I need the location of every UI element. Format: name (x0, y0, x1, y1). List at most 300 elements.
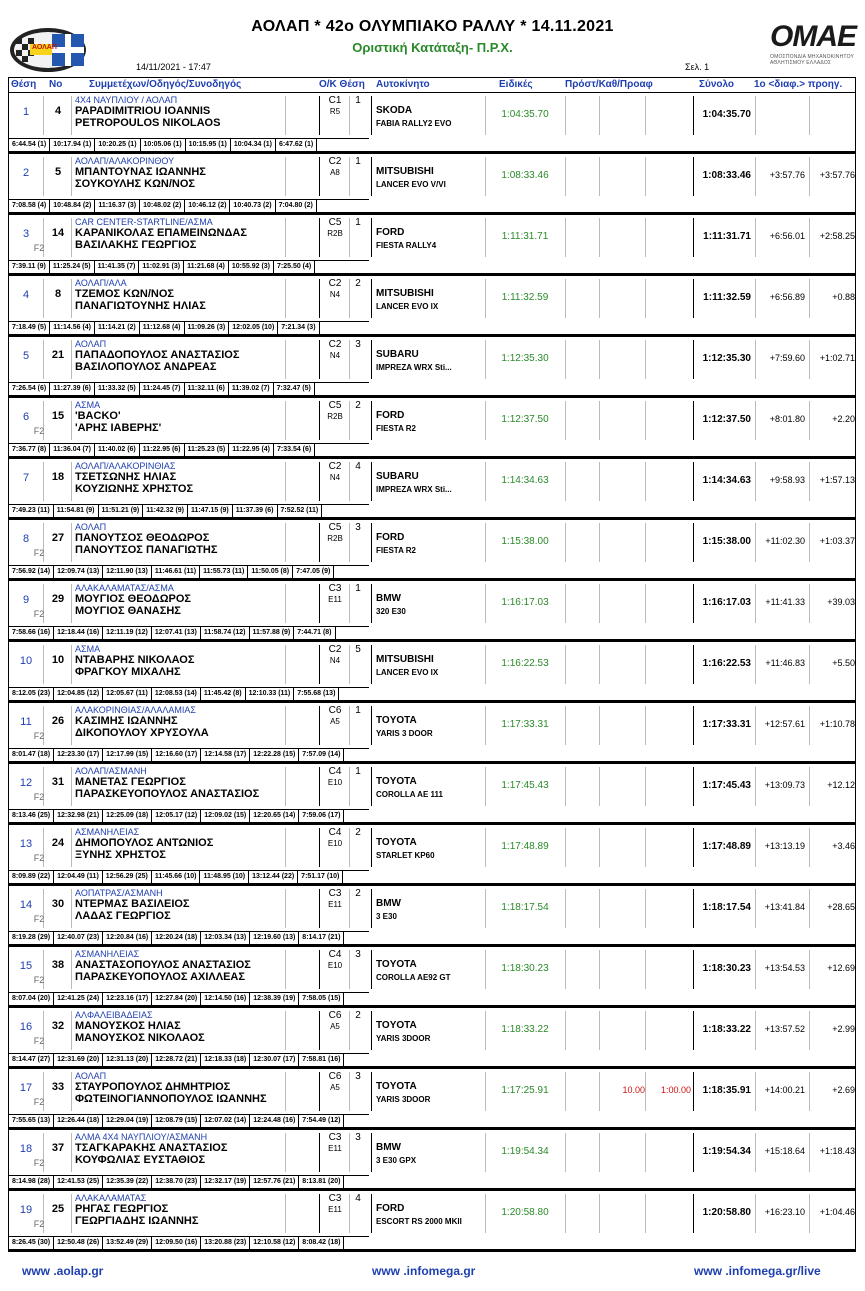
cell-divider (71, 950, 72, 989)
cell-divider (371, 889, 372, 928)
result-row (8, 276, 856, 337)
f2-marker: F2 (33, 975, 45, 985)
stages-time: 1:17:45.43 (501, 780, 549, 791)
total-time: 1:18:35.91 (702, 1085, 751, 1096)
entrant-club: ΑΟΛΑΠ (75, 522, 107, 532)
stage-time: 7:52.52 (11) (278, 505, 323, 517)
codriver-name: ΚΟΥΦΩΛΙΑΣ ΕΥΣΤΑΘΙΟΣ (75, 1154, 206, 1166)
group: R2B (327, 534, 343, 543)
codriver-name: ΠΑΝΟΥΤΣΟΣ ΠΑΝΑΓΙΩΤΗΣ (75, 544, 218, 556)
f2-marker: F2 (33, 1158, 45, 1168)
driver-name: ΔΗΜΟΠΟΥΛΟΣ ΑΝΤΩΝΙΟΣ (75, 837, 214, 849)
f2-marker: F2 (33, 243, 45, 253)
cell-divider (565, 279, 566, 318)
stage-time: 11:14.21 (2) (95, 322, 140, 334)
result-row-main (9, 1191, 857, 1236)
driver-name: ΚΑΣΙΜΗΣ ΙΩΑΝΝΗΣ (75, 715, 178, 727)
gap-to-first: +11:41.33 (765, 597, 805, 607)
driver-name: ΤΣΕΤΣΩΝΗΣ ΗΛΙΑΣ (75, 471, 177, 483)
class: C3 (328, 1132, 342, 1143)
group: N4 (329, 351, 341, 360)
class: C2 (328, 461, 342, 472)
car-make: SUBARU (376, 471, 419, 482)
cell-divider (349, 218, 350, 257)
cell-divider (349, 1072, 350, 1111)
gap-to-previous: +3.46 (832, 841, 855, 851)
cell-divider (43, 462, 44, 501)
class-position: 3 (355, 949, 361, 960)
cell-divider (319, 706, 320, 745)
stages-time: 1:17:25.91 (501, 1085, 549, 1096)
stage-time: 12:08.79 (15) (152, 1115, 201, 1127)
total-time: 1:18:33.22 (702, 1024, 751, 1035)
class-position: 1 (355, 583, 361, 594)
codriver-name: ΞΥΝΗΣ ΧΡΗΣΤΟΣ (75, 849, 166, 861)
group: R2B (327, 229, 343, 238)
car-model: STARLET KP60 (376, 851, 435, 860)
cell-divider (565, 767, 566, 806)
cell-divider (565, 462, 566, 501)
stage-time: 11:57.88 (9) (250, 627, 295, 639)
position: 7 (22, 472, 30, 484)
result-row (8, 1008, 856, 1069)
stage-time: 7:44.71 (8) (294, 627, 335, 639)
cell-divider (285, 96, 286, 135)
col-crew: Συμμετέχων/Οδηγός/Συνοδηγός (89, 79, 242, 90)
cell-divider (319, 1011, 320, 1050)
gap-to-first: +13:13.19 (764, 841, 805, 851)
stage-time: 11:33.32 (5) (95, 383, 140, 395)
total-time: 1:15:38.00 (702, 536, 751, 547)
stage-time: 12:25.09 (18) (103, 810, 152, 822)
car-model: FIESTA R2 (376, 424, 417, 433)
cell-divider (71, 889, 72, 928)
col-car: Αυτοκίνητο (376, 79, 430, 90)
stage-time: 12:04.85 (12) (54, 688, 103, 700)
position: 13 (19, 838, 33, 850)
stage-time: 12:05.17 (12) (152, 810, 201, 822)
position: 19 (19, 1204, 33, 1216)
result-row (8, 947, 856, 1008)
stage-time: 11:22.95 (4) (229, 444, 274, 456)
result-row-main (9, 947, 857, 992)
car-model: YARIS 3DOOR (376, 1095, 431, 1104)
total-time: 1:19:54.34 (702, 1146, 751, 1157)
omae-logo (770, 20, 856, 72)
cell-divider (599, 523, 600, 562)
stage-time: 11:51.21 (9) (99, 505, 144, 517)
cell-divider (645, 1011, 646, 1050)
cell-divider (349, 950, 350, 989)
footer-link-infomega[interactable]: www .infomega.gr (372, 1264, 476, 1278)
stage-time: 13:52.49 (29) (103, 1237, 152, 1249)
position: 8 (22, 533, 30, 545)
result-row (8, 93, 856, 154)
stage-times (9, 1114, 369, 1127)
stage-time: 7:58.81 (16) (299, 1054, 344, 1066)
stage-time: 12:24.48 (16) (250, 1115, 299, 1127)
position: 16 (19, 1021, 33, 1033)
cell-divider (371, 584, 372, 623)
cell-divider (645, 462, 646, 501)
car-model: COROLLA AE 111 (376, 790, 443, 799)
stage-time: 11:45.42 (8) (201, 688, 246, 700)
cell-divider (319, 340, 320, 379)
stage-time: 7:55.65 (13) (9, 1115, 54, 1127)
class: C5 (328, 217, 342, 228)
car-number: 8 (54, 288, 62, 300)
car-number: 33 (51, 1081, 65, 1093)
gap-to-first: +13:41.84 (764, 902, 805, 912)
stage-time: 7:25.50 (4) (274, 261, 315, 273)
stage-time: 12:09.50 (16) (152, 1237, 201, 1249)
class: C4 (328, 827, 342, 838)
stage-time: 7:49.23 (11) (9, 505, 54, 517)
cell-divider (43, 96, 44, 135)
class-position: 3 (355, 1071, 361, 1082)
class: C3 (328, 888, 342, 899)
stages-time: 1:15:38.00 (501, 536, 549, 547)
group: A5 (330, 717, 340, 726)
stage-time: 12:07.02 (14) (201, 1115, 250, 1127)
cell-divider (349, 340, 350, 379)
cell-divider (645, 889, 646, 928)
car-model: YARIS 3 DOOR (376, 729, 433, 738)
stage-time: 11:12.68 (4) (140, 322, 185, 334)
stage-time: 12:20.65 (14) (250, 810, 299, 822)
stage-time: 12:08.53 (14) (152, 688, 201, 700)
codriver-name: ΛΑΔΑΣ ΓΕΩΡΓΙΟΣ (75, 910, 171, 922)
cell-divider (285, 706, 286, 745)
car-model: ESCORT RS 2000 MKII (376, 1217, 462, 1226)
class-position: 2 (355, 888, 361, 899)
stage-time: 7:21.34 (3) (278, 322, 319, 334)
cell-divider (599, 706, 600, 745)
car-number: 15 (51, 410, 65, 422)
class-position: 1 (355, 217, 361, 228)
cell-divider (599, 157, 600, 196)
col-gaps: 1ο <διαφ.> προηγ. (754, 79, 843, 90)
gap-to-previous: +2.99 (832, 1024, 855, 1034)
stage-times (9, 1053, 369, 1066)
entrant-club: ΑΟΛΑΠ/ΑΛΑΚΟΡΙΝΘΟΥ (75, 156, 175, 166)
stage-time: 12:04.49 (11) (54, 871, 103, 883)
driver-name: PAPADIMITRIOU IOANNIS (75, 105, 211, 117)
stage-time: 7:47.05 (9) (293, 566, 334, 578)
result-row-main (9, 1130, 857, 1175)
stage-time: 12:18.44 (16) (54, 627, 103, 639)
cell-divider (71, 279, 72, 318)
car-number: 37 (51, 1142, 65, 1154)
gap-to-first: +12:57.61 (764, 719, 805, 729)
f2-marker: F2 (33, 426, 45, 436)
result-row-main (9, 276, 857, 321)
stages-time: 1:19:54.34 (501, 1146, 549, 1157)
class: C6 (328, 705, 342, 716)
car-make: FORD (376, 532, 405, 543)
cell-divider (371, 218, 372, 257)
results-table (8, 77, 856, 1252)
stage-times (9, 199, 369, 212)
stage-time: 8:26.45 (30) (9, 1237, 54, 1249)
stage-time: 8:13.46 (25) (9, 810, 54, 822)
cell-divider (565, 706, 566, 745)
stage-time: 7:33.54 (6) (274, 444, 315, 456)
result-row (8, 642, 856, 703)
car-make: BMW (376, 1142, 401, 1153)
stage-time: 12:38.70 (23) (152, 1176, 201, 1188)
codriver-name: ΠΑΡΑΣΚΕΥΟΠΟΥΛΟΣ ΑΧΙΛΛΕΑΣ (75, 971, 245, 983)
driver-name: ΝΤΕΡΜΑΣ ΒΑΣΙΛΕΙΟΣ (75, 898, 190, 910)
car-number: 24 (51, 837, 65, 849)
cell-divider (565, 1072, 566, 1111)
stage-times (9, 260, 369, 273)
car-number: 31 (51, 776, 65, 788)
cell-divider (319, 279, 320, 318)
f2-marker: F2 (33, 1219, 45, 1229)
result-row (8, 1130, 856, 1191)
entrant-club: ΑΛΜΑ 4Χ4 ΝΑΥΠΛΙΟΥ/ΑΣΜΑΝΗ (75, 1132, 208, 1142)
car-make: MITSUBISHI (376, 654, 434, 665)
class: C4 (328, 949, 342, 960)
stage-time: 11:42.32 (9) (143, 505, 188, 517)
stage-times (9, 504, 369, 517)
col-class: Ο/Κ Θέση (319, 79, 365, 90)
stage-times (9, 321, 369, 334)
cell-divider (565, 218, 566, 257)
gap-to-previous: +2.20 (832, 414, 855, 424)
cell-divider (565, 523, 566, 562)
footer-link-aolap[interactable]: www .aolap.gr (22, 1264, 104, 1278)
stage-times (9, 870, 369, 883)
codriver-name: ΜΑΝΟΥΣΚΟΣ ΝΙΚΟΛΑΟΣ (75, 1032, 205, 1044)
col-total: Σύνολο (699, 79, 735, 90)
stage-time: 7:55.68 (13) (294, 688, 339, 700)
codriver-name: ΓΕΩΡΓΙΑΔΗΣ ΙΩΑΝΝΗΣ (75, 1215, 199, 1227)
cell-divider (71, 1194, 72, 1233)
cell-divider (599, 279, 600, 318)
stage-times (9, 626, 369, 639)
position: 14 (19, 899, 33, 911)
cell-divider (599, 1011, 600, 1050)
stages-time: 1:11:31.71 (501, 231, 549, 242)
cell-divider (645, 157, 646, 196)
stage-time: 12:10.33 (11) (246, 688, 295, 700)
group: E11 (328, 595, 342, 604)
cell-divider (599, 1194, 600, 1233)
gap-to-previous: +1:03.37 (819, 536, 855, 546)
stage-time: 8:14.47 (27) (9, 1054, 54, 1066)
aolap-logo-text: ΑΟΛΑΠ (32, 44, 57, 51)
class-position: 2 (355, 278, 361, 289)
stage-time: 12:41.25 (24) (54, 993, 103, 1005)
car-number: 18 (51, 471, 65, 483)
total-time: 1:18:17.54 (702, 902, 751, 913)
stage-time: 11:55.73 (11) (200, 566, 248, 578)
car-model: LANCER EVO IX (376, 302, 439, 311)
cell-divider (71, 828, 72, 867)
stage-time: 10:48.84 (2) (50, 200, 95, 212)
stages-time: 1:12:35.30 (501, 353, 549, 364)
cell-divider (285, 157, 286, 196)
stage-time: 11:47.15 (9) (188, 505, 233, 517)
class-position: 1 (355, 156, 361, 167)
driver-name: ΜΟΥΓΙΟΣ ΘΕΟΔΩΡΟΣ (75, 593, 192, 605)
stage-times (9, 931, 369, 944)
gap-to-previous: +2:58.25 (819, 231, 855, 241)
stage-time: 8:13.81 (20) (299, 1176, 344, 1188)
cell-divider (349, 828, 350, 867)
cell-divider (349, 1011, 350, 1050)
stage-time: 6:47.62 (1) (276, 139, 317, 151)
cell-divider (645, 523, 646, 562)
gap-to-first: +13:57.52 (764, 1024, 805, 1034)
cell-divider (319, 1133, 320, 1172)
codriver-name: PETROPOULOS NIKOLAOS (75, 117, 221, 129)
cell-divider (319, 523, 320, 562)
cell-divider (285, 1011, 286, 1050)
stage-time: 11:37.39 (6) (233, 505, 278, 517)
gap-to-previous: +1:18.43 (819, 1146, 855, 1156)
cell-divider (43, 340, 44, 379)
stage-time: 12:32.17 (19) (201, 1176, 250, 1188)
stage-times (9, 138, 369, 151)
codriver-name: ΦΡΑΓΚΟΥ ΜΙΧΑΛΗΣ (75, 666, 181, 678)
stage-time: 7:32.47 (5) (274, 383, 315, 395)
cell-divider (349, 584, 350, 623)
stage-time: 11:25.23 (5) (185, 444, 230, 456)
group: E11 (328, 1205, 342, 1214)
group: E10 (327, 839, 343, 848)
group: A5 (330, 1083, 340, 1092)
cell-divider (371, 645, 372, 684)
stage-time: 11:16.37 (3) (95, 200, 140, 212)
car-model: COROLLA AE92 GT (376, 973, 451, 982)
cell-divider (285, 645, 286, 684)
stage-time: 8:09.89 (22) (9, 871, 54, 883)
result-row-main (9, 337, 857, 382)
car-number: 32 (51, 1020, 65, 1032)
cell-divider (319, 584, 320, 623)
driver-name: ΤΣΑΓΚΑΡΑΚΗΣ ΑΝΑΣΤΑΣΙΟΣ (75, 1142, 228, 1154)
stage-time: 12:07.41 (13) (152, 627, 201, 639)
stage-time: 8:01.47 (18) (9, 749, 54, 761)
stage-time: 7:58.66 (16) (9, 627, 54, 639)
cell-divider (599, 584, 600, 623)
col-stages: Ειδικές (499, 79, 533, 90)
cell-divider (371, 950, 372, 989)
cell-divider (71, 706, 72, 745)
entrant-club: ΑΛΑΚΑΛΑΜΑΤΑΣ/ΑΣΜΑ (75, 583, 174, 593)
total-time: 1:12:35.30 (702, 353, 751, 364)
stage-time: 12:30.07 (17) (250, 1054, 299, 1066)
stage-time: 11:36.04 (7) (50, 444, 95, 456)
cell-divider (565, 889, 566, 928)
cell-divider (599, 889, 600, 928)
result-row (8, 215, 856, 276)
gap-to-first: +14:00.21 (764, 1085, 805, 1095)
group: E11 (328, 1144, 342, 1153)
cell-divider (71, 96, 72, 135)
cell-divider (755, 96, 756, 135)
gap-to-first: +8:01.80 (769, 414, 805, 424)
stages-time: 1:14:34.63 (501, 475, 549, 486)
stage-time: 10:15.95 (1) (186, 139, 231, 151)
cell-divider (71, 523, 72, 562)
stage-time: 8:14.17 (21) (299, 932, 344, 944)
footer-link-infomega-live[interactable]: www .infomega.gr/live (694, 1264, 821, 1278)
cell-divider (285, 1194, 286, 1233)
cell-divider (349, 1194, 350, 1233)
stage-time: 12:19.60 (13) (250, 932, 299, 944)
total-time: 1:17:48.89 (702, 841, 751, 852)
result-row (8, 1191, 856, 1252)
cell-divider (565, 1133, 566, 1172)
car-make: FORD (376, 410, 405, 421)
group: N4 (329, 290, 341, 299)
gap-to-previous: +39.03 (827, 597, 855, 607)
stage-times (9, 748, 369, 761)
car-model: LANCER EVO IX (376, 668, 439, 677)
car-make: BMW (376, 593, 401, 604)
result-row (8, 886, 856, 947)
result-row-main (9, 886, 857, 931)
class: C6 (328, 1071, 342, 1082)
cell-divider (645, 340, 646, 379)
stages-time: 1:20:58.80 (501, 1207, 549, 1218)
stage-time: 12:57.76 (21) (250, 1176, 299, 1188)
class-position: 3 (355, 1132, 361, 1143)
cell-divider (71, 401, 72, 440)
car-model: FIESTA RALLY4 (376, 241, 437, 250)
cell-divider (285, 218, 286, 257)
car-number: 30 (51, 898, 65, 910)
f2-marker: F2 (33, 548, 45, 558)
driver-name: ΜΠΑΝΤΟΥΝΑΣ ΙΩΑΝΝΗΣ (75, 166, 206, 178)
stages-time: 1:11:32.59 (501, 292, 549, 303)
car-make: SKODA (376, 105, 413, 116)
driver-name: ΚΑΡΑΝΙΚΟΛΑΣ ΕΠΑΜΕΙΝΩΝΔΑΣ (75, 227, 247, 239)
codriver-name: ΣΟΥΚΟΥΛΗΣ ΚΩΝ/ΝΟΣ (75, 178, 196, 190)
result-row-main (9, 1069, 857, 1114)
result-row (8, 154, 856, 215)
car-model: LANCER EVO V/VI (376, 180, 446, 189)
cell-divider (285, 279, 286, 318)
group: A8 (330, 168, 340, 177)
class: C2 (328, 278, 342, 289)
stage-time: 7:08.58 (4) (9, 200, 50, 212)
cell-divider (319, 462, 320, 501)
cell-divider (285, 340, 286, 379)
driver-name: ΝΤΑΒΑΡΗΣ ΝΙΚΟΛΑΟΣ (75, 654, 195, 666)
total-time: 1:17:33.31 (702, 719, 751, 730)
stages-time: 1:18:30.23 (501, 963, 549, 974)
results-rows (8, 93, 856, 1252)
class-position: 2 (355, 1010, 361, 1021)
cell-divider (645, 584, 646, 623)
stage-time: 12:14.58 (17) (201, 749, 250, 761)
class-position: 1 (355, 95, 361, 106)
stage-time: 13:20.88 (23) (201, 1237, 250, 1249)
car-make: SUBARU (376, 349, 419, 360)
stage-time: 11:24.45 (7) (140, 383, 185, 395)
result-row (8, 703, 856, 764)
cell-divider (645, 401, 646, 440)
cell-divider (599, 950, 600, 989)
stage-time: 12:18.33 (18) (201, 1054, 250, 1066)
gap-to-previous: +0.88 (832, 292, 855, 302)
car-number: 5 (54, 166, 62, 178)
